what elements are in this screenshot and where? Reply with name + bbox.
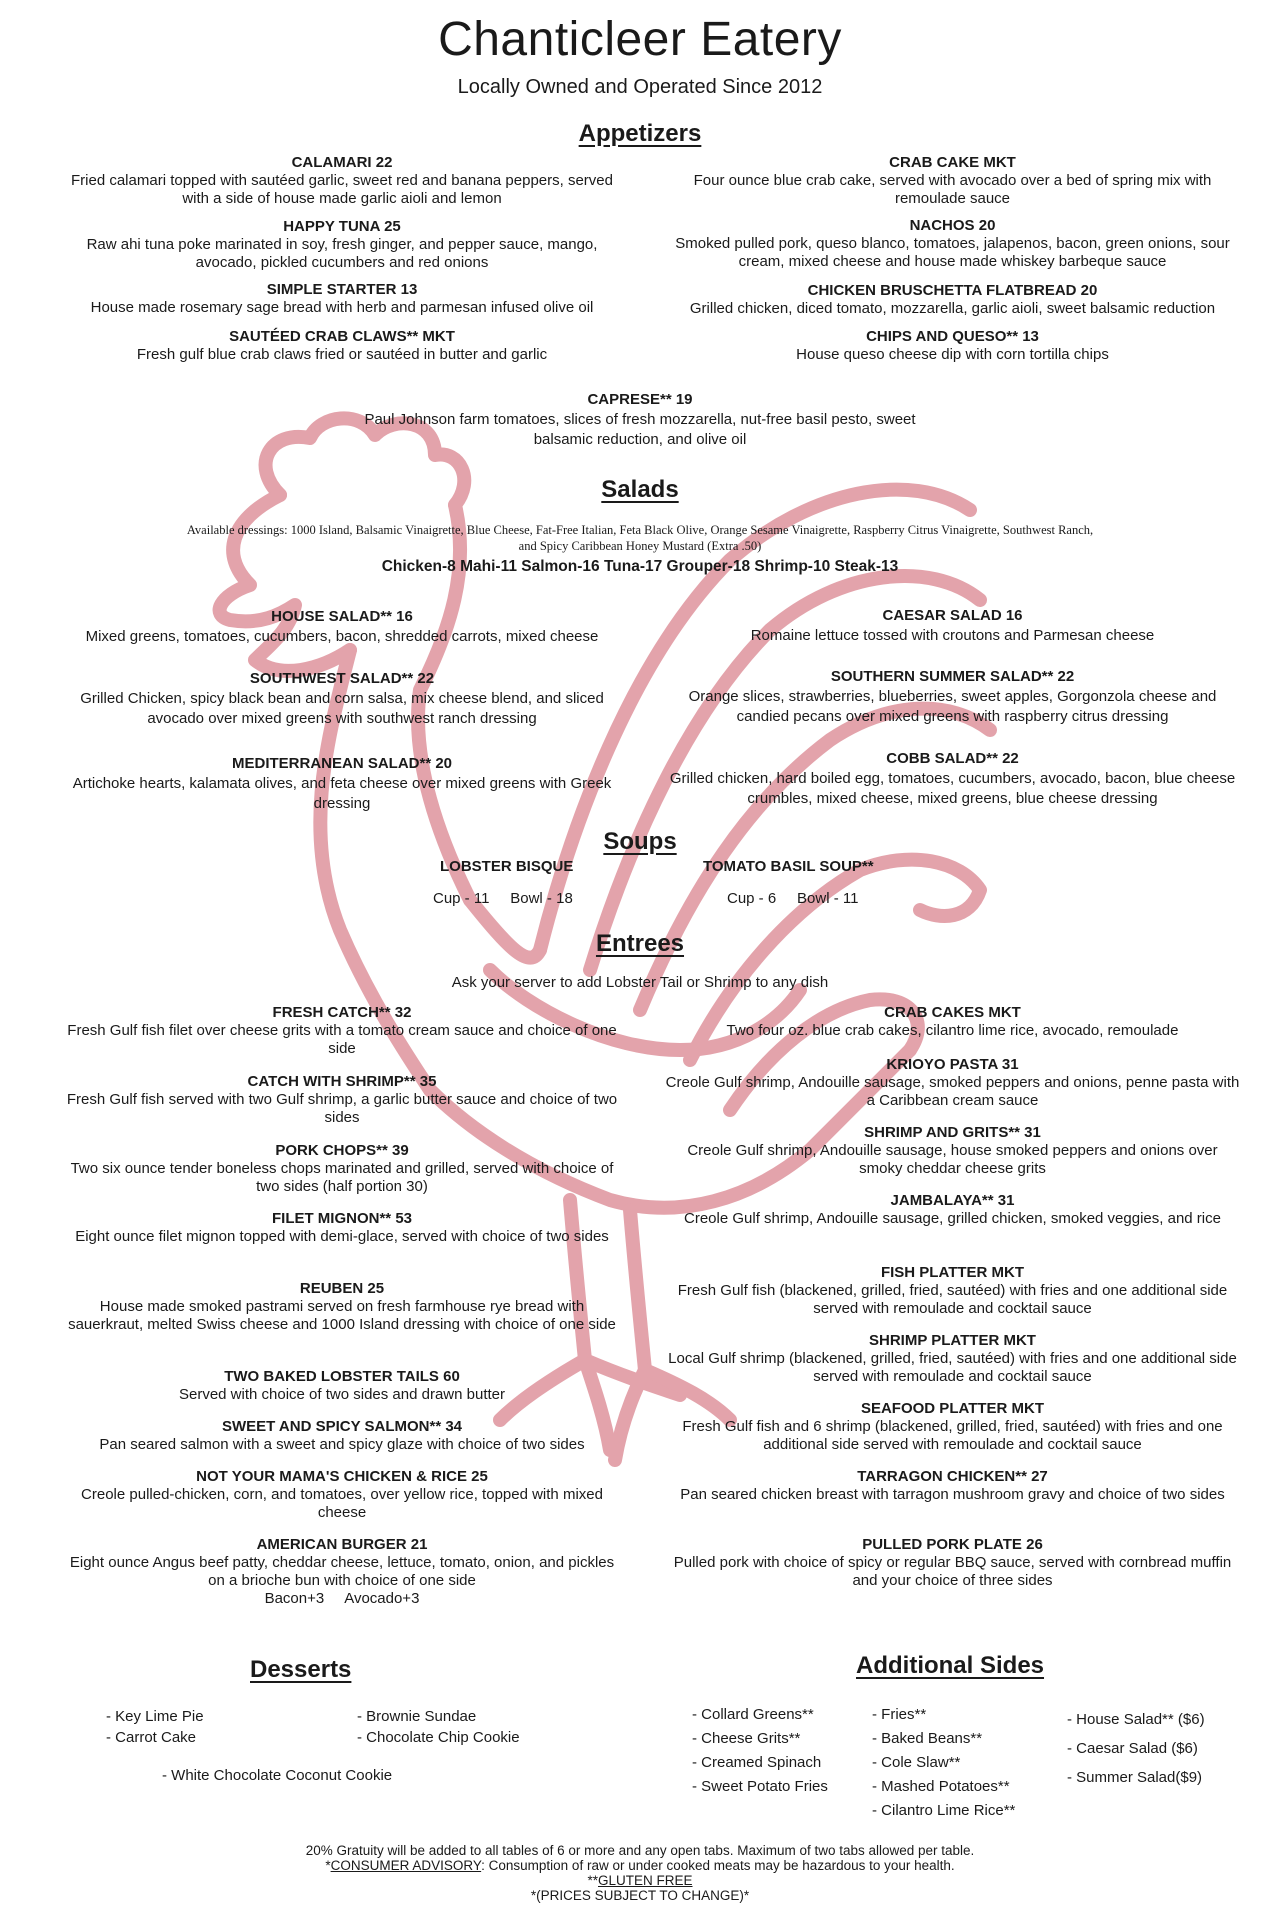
item-desc: Two four oz. blue crab cakes, cilantro lime rice, avocado, remoulade: [726, 1022, 1179, 1039]
list-item: - Caesar Salad ($6): [1067, 1740, 1198, 1757]
menu-item: [665, 328, 1240, 364]
menu-item: [665, 1536, 1240, 1590]
menu-item: [62, 1142, 622, 1196]
item-desc: Pan seared chicken breast with tarragon mushroom gravy and choice of two sides: [680, 1486, 1225, 1503]
desserts-list: [106, 1706, 204, 1748]
item-name: CRAB CAKE MKT: [889, 154, 1016, 171]
restaurant-title: Chanticleer Eatery: [438, 13, 842, 66]
menu-item: [665, 606, 1240, 646]
item-name: SOUTHERN SUMMER SALAD** 22: [830, 668, 1075, 685]
soup-name: TOMATO BASIL SOUP**: [703, 858, 874, 875]
menu-item: [665, 154, 1240, 208]
soup-sizes: Cup - 6 Bowl - 11: [727, 890, 859, 907]
restaurant-subtitle: Locally Owned and Operated Since 2012: [457, 76, 823, 98]
menu-item: [62, 218, 622, 272]
item-desc: House made rosemary sage bread with herb and parmesan infused olive oil: [90, 299, 594, 316]
soups-heading: Soups: [603, 828, 677, 855]
menu-item: [665, 1056, 1240, 1110]
item-desc: Paul Johnson farm tomatoes, slices of fresh mozzarella, nut-free basil pesto, sweet balsamic reduction, and olive oil: [364, 411, 916, 448]
item-name: FRESH CATCH** 32: [272, 1004, 412, 1021]
list-item: - Mashed Potatoes**: [872, 1778, 1010, 1795]
list-item: - Key Lime Pie: [106, 1708, 204, 1725]
item-name: SAUTÉED CRAB CLAWS** MKT: [229, 328, 455, 345]
salad-protein-addons: Chicken-8 Mahi-11 Salmon-16 Tuna-17 Grouper-18 Shrimp-10 Steak-13: [381, 558, 899, 575]
item-name: FILET MIGNON** 53: [271, 1210, 413, 1227]
entrees-note: Ask your server to add Lobster Tail or Shrimp to any dish: [451, 974, 829, 991]
item-name: CAPRESE** 19: [587, 391, 693, 408]
item-desc: Fresh Gulf fish served with two Gulf shrimp, a garlic butter sauce and choice of two sides: [66, 1091, 618, 1126]
item-desc: Four ounce blue crab cake, served with avocado over a bed of spring mix with remoulade sauce: [693, 172, 1212, 207]
item-desc: Two six ounce tender boneless chops marinated and grilled, served with choice of two sides (half portion 30): [70, 1160, 614, 1195]
item-desc: Orange slices, strawberries, blueberries, sweet apples, Gorgonzola cheese and candied pecans over mixed greens with raspberry citrus dressing: [688, 688, 1217, 725]
item-desc: House queso cheese dip with corn tortilla chips: [796, 346, 1109, 363]
item-name: SIMPLE STARTER 13: [266, 281, 418, 298]
list-item: - House Salad** ($6): [1067, 1711, 1205, 1728]
entrees-heading: Entrees: [595, 930, 685, 957]
item-name: SOUTHWEST SALAD** 22: [249, 670, 435, 687]
item-desc: Smoked pulled pork, queso blanco, tomatoes, jalapenos, bacon, green onions, sour cream, mixed cheese and house made whiskey barbeque sauce: [675, 235, 1230, 270]
list-item: - Creamed Spinach: [692, 1754, 822, 1771]
item-desc: Fried calamari topped with sautéed garlic, sweet red and banana peppers, served with a side of house made garlic aioli and lemon: [71, 172, 613, 207]
item-desc: Creole pulled-chicken, corn, and tomatoes, over yellow rice, topped with mixed cheese: [81, 1486, 603, 1521]
item-name: JAMBALAYA** 31: [890, 1192, 1015, 1209]
item-desc: Fresh Gulf fish (blackened, grilled, fried, sautéed) with fries and one additional side served with remoulade and cocktail sauce: [677, 1282, 1228, 1317]
salads-heading: Salads: [601, 476, 679, 503]
item-name: KRIOYO PASTA 31: [886, 1056, 1019, 1073]
menu-item: [665, 667, 1240, 727]
menu-item: [62, 1368, 622, 1404]
gratuity-note: 20% Gratuity will be added to all tables of 6 or more and any open tabs. Maximum of two tabs allowed per table.: [305, 1843, 975, 1858]
item-desc: Romaine lettuce tossed with croutons and Parmesan cheese: [750, 627, 1155, 644]
item-desc: Fresh Gulf fish and 6 shrimp (blackened, grilled, fried, sautéed) with fries and one additional side served with remoulade and cocktail sauce: [682, 1418, 1223, 1453]
price-note: *(PRICES SUBJECT TO CHANGE)*: [530, 1888, 750, 1903]
item-desc: Creole Gulf shrimp, Andouille sausage, smoked peppers and onions, penne pasta with a Caribbean cream sauce: [665, 1074, 1240, 1109]
menu-item: [665, 1124, 1240, 1178]
item-desc: Pan seared salmon with a sweet and spicy glaze with choice of two sides: [99, 1436, 585, 1453]
item-name: NACHOS 20: [909, 217, 996, 234]
item-name: CALAMARI 22: [291, 154, 393, 171]
menu-item: [665, 282, 1240, 318]
item-name: MEDITERRANEAN SALAD** 20: [231, 755, 453, 772]
consumer-advisory: *CONSUMER ADVISORY: Consumption of raw or under cooked meats may be hazardous to your health.: [325, 1858, 955, 1873]
menu-item: [665, 217, 1240, 271]
item-name: SWEET AND SPICY SALMON** 34: [221, 1418, 463, 1435]
item-name: CHIPS AND QUESO** 13: [866, 328, 1039, 345]
item-name: HAPPY TUNA 25: [283, 218, 401, 235]
item-name: CHICKEN BRUSCHETTA FLATBREAD 20: [807, 282, 1098, 299]
item-name: FISH PLATTER MKT: [880, 1264, 1025, 1281]
item-desc: Creole Gulf shrimp, Andouille sausage, house smoked peppers and onions over smoky cheddar cheese grits: [687, 1142, 1218, 1177]
item-desc: Eight ounce Angus beef patty, cheddar cheese, lettuce, tomato, onion, and pickles on a brioche bun with choice of one side: [69, 1554, 615, 1589]
item-desc: Fresh gulf blue crab claws fried or sautéed in butter and garlic: [136, 346, 548, 363]
list-item: - Carrot Cake: [106, 1729, 197, 1746]
desserts-list: [357, 1706, 520, 1748]
item-name: COBB SALAD** 22: [886, 750, 1019, 767]
item-name: TARRAGON CHICKEN** 27: [857, 1468, 1048, 1485]
menu-item: [62, 1004, 622, 1058]
soup-name: LOBSTER BISQUE: [440, 858, 574, 875]
list-item: - Baked Beans**: [872, 1730, 983, 1747]
sides-list: [1067, 1705, 1205, 1792]
item-desc: Creole Gulf shrimp, Andouille sausage, grilled chicken, smoked veggies, and rice: [684, 1210, 1221, 1227]
list-item: - White Chocolate Coconut Cookie: [162, 1767, 393, 1784]
gluten-free-note: **GLUTEN FREE: [587, 1873, 693, 1888]
menu-item: [62, 1468, 622, 1522]
menu-item: [62, 754, 622, 814]
item-desc: Served with choice of two sides and drawn butter: [178, 1386, 505, 1403]
list-item: - Cole Slaw**: [872, 1754, 961, 1771]
list-item: - Cilantro Lime Rice**: [872, 1802, 1016, 1819]
item-desc: Raw ahi tuna poke marinated in soy, fresh ginger, and pepper sauce, mango, avocado, pickled cucumbers and red onions: [86, 236, 598, 271]
item-name: SEAFOOD PLATTER MKT: [860, 1400, 1045, 1417]
menu-item: [665, 1332, 1240, 1386]
item-desc: Artichoke hearts, kalamata olives, and feta cheese over mixed greens with Greek dressing: [72, 775, 612, 812]
menu-item: [62, 1418, 622, 1454]
item-name: PULLED PORK PLATE 26: [862, 1536, 1043, 1553]
menu-item: [62, 328, 622, 364]
menu-item: [62, 1073, 622, 1127]
item-name: AMERICAN BURGER 21: [256, 1536, 428, 1553]
item-desc: Grilled chicken, hard boiled egg, tomatoes, cucumbers, avocado, bacon, blue cheese crumbles, mixed cheese, mixed greens, blue cheese dressing: [669, 770, 1236, 807]
list-item: - Sweet Potato Fries: [692, 1778, 828, 1795]
item-desc: Local Gulf shrimp (blackened, grilled, fried, sautéed) with fries and one additional side served with remoulade and cocktail sauce: [668, 1350, 1237, 1385]
list-item: - Brownie Sundae: [357, 1708, 477, 1725]
list-item: - Collard Greens**: [692, 1706, 814, 1723]
item-desc: Mixed greens, tomatoes, cucumbers, bacon, shredded carrots, mixed cheese: [85, 628, 599, 645]
sides-heading: Additional Sides: [856, 1652, 1045, 1679]
menu-item-caprese: [360, 390, 920, 450]
item-name: SHRIMP PLATTER MKT: [869, 1332, 1036, 1349]
list-item: - Fries**: [872, 1706, 927, 1723]
item-name: HOUSE SALAD** 16: [271, 608, 413, 625]
item-name: SHRIMP AND GRITS** 31: [864, 1124, 1041, 1141]
menu-item: [62, 669, 622, 729]
sides-list: [872, 1703, 1015, 1823]
appetizers-heading: Appetizers: [578, 120, 702, 147]
menu-item: [665, 1468, 1240, 1504]
item-desc: Pulled pork with choice of spicy or regular BBQ sauce, served with cornbread muffin and your choice of three sides: [673, 1554, 1232, 1589]
item-desc: Grilled Chicken, spicy black bean and corn salsa, mix cheese blend, and sliced avocado over mixed greens with southwest ranch dressing: [80, 690, 604, 727]
soup-sizes: Cup - 11 Bowl - 18: [433, 890, 573, 907]
item-desc: Fresh Gulf fish filet over cheese grits with a tomato cream sauce and choice of one side: [67, 1022, 617, 1057]
item-name: CATCH WITH SHRIMP** 35: [247, 1073, 437, 1090]
menu-item: [665, 1004, 1240, 1040]
menu-item: [62, 154, 622, 208]
item-name: CRAB CAKES MKT: [884, 1004, 1021, 1021]
item-name: NOT YOUR MAMA'S CHICKEN & RICE 25: [196, 1468, 488, 1485]
menu-item: [62, 1280, 622, 1334]
item-name: REUBEN 25: [299, 1280, 385, 1297]
item-name: TWO BAKED LOBSTER TAILS 60: [224, 1368, 460, 1385]
list-item: - Summer Salad($9): [1067, 1769, 1203, 1786]
item-name: CAESAR SALAD 16: [882, 607, 1023, 624]
list-item: - Cheese Grits**: [692, 1730, 801, 1747]
menu-item: [665, 749, 1240, 809]
menu-item: [62, 1210, 622, 1246]
item-desc: House made smoked pastrami served on fresh farmhouse rye bread with sauerkraut, melted Swiss cheese and 1000 Island dressing with choice of one side: [68, 1298, 616, 1333]
menu-item: [665, 1264, 1240, 1318]
menu-item: [665, 1192, 1240, 1228]
list-item: - Chocolate Chip Cookie: [357, 1729, 520, 1746]
footer-notes: [0, 1843, 1280, 1903]
desserts-heading: Desserts: [250, 1656, 352, 1683]
sides-list: [692, 1703, 828, 1799]
menu-item: [62, 607, 622, 647]
item-desc: Eight ounce filet mignon topped with demi-glace, served with choice of two sides: [75, 1228, 609, 1245]
item-desc: Grilled chicken, diced tomato, mozzarella, garlic aioli, sweet balsamic reduction: [689, 300, 1216, 317]
dressings-list: Available dressings: 1000 Island, Balsamic Vinaigrette, Blue Cheese, Fat-Free Italian, Feta Black Olive, Orange Sesame Vinaigrette, Raspberry Citrus Vinaigrette, Southwest Ranch, and Spicy Caribbean Honey Mustard (Extra .50): [186, 523, 1094, 553]
menu-item: [665, 1400, 1240, 1454]
menu-item: [62, 1536, 622, 1608]
item-name: PORK CHOPS** 39: [275, 1142, 409, 1159]
menu-item: [62, 281, 622, 317]
item-addons: Bacon+3 Avocado+3: [264, 1590, 420, 1607]
